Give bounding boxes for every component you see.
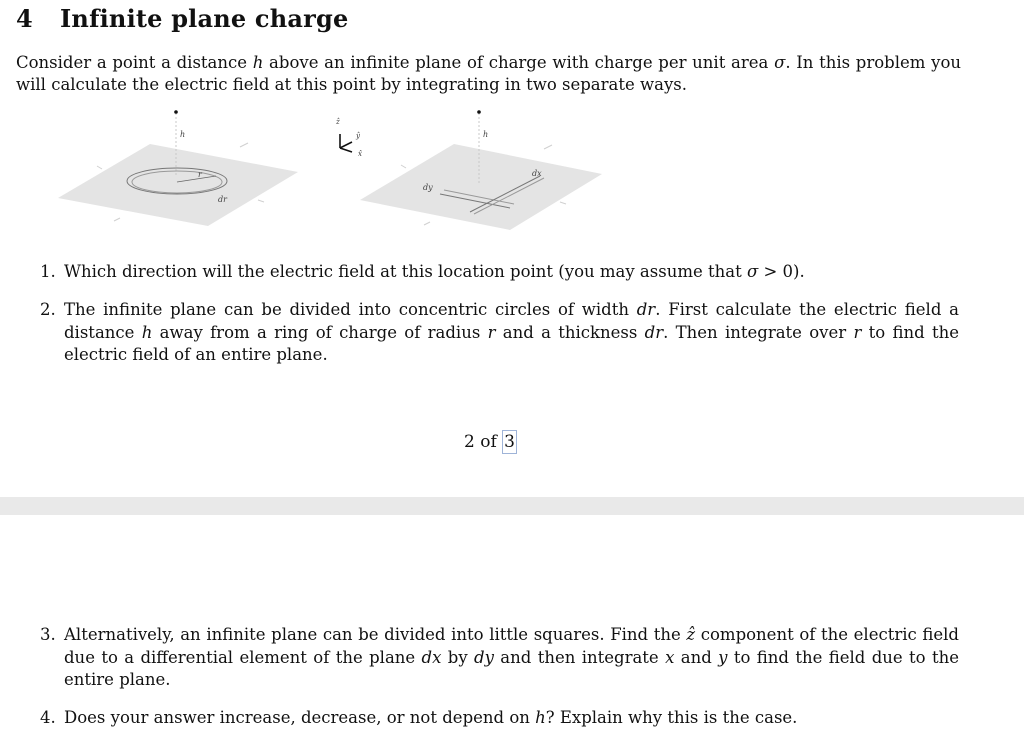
ring-diagram: [58, 110, 298, 226]
item-text: [64, 707, 959, 730]
label-h-left: h: [180, 130, 186, 139]
label-h-right: h: [483, 130, 489, 139]
text-run: . Then integrate over: [663, 322, 854, 342]
text-run: Which direction will the electric field at this location point (you may assume that: [64, 262, 747, 281]
page-indicator: [464, 430, 517, 454]
axes-icon: [335, 118, 362, 158]
var-r: r: [487, 322, 496, 342]
text-run: to find the field due to the entire plane.: [64, 647, 959, 689]
var-dr: dr: [636, 300, 656, 319]
var-dx: dx: [421, 647, 442, 667]
text-run: Alternatively, an infinite plane can be divided into little squares. Find the: [64, 625, 687, 644]
axis-z: ẑ: [336, 118, 340, 126]
intro-paragraph: [16, 52, 961, 96]
text-run: and a thickness: [495, 322, 645, 342]
point-dot: [174, 110, 178, 114]
item-number: 1.: [40, 262, 56, 281]
text-run: component of the electric field due to a differential element of the plane: [64, 625, 959, 667]
var-zhat: ẑ: [686, 625, 696, 644]
var-h: h: [252, 53, 264, 72]
square-diagram: [360, 110, 602, 230]
item-text: [64, 299, 959, 367]
item-number: 3.: [40, 625, 56, 644]
page-of-label: of: [480, 432, 497, 452]
item-number: 4.: [40, 708, 56, 727]
plane-right: [360, 144, 602, 230]
var-dr: dr: [644, 322, 664, 342]
text-run: and: [674, 647, 719, 667]
item-text: [64, 624, 959, 692]
section-number: 4: [16, 4, 33, 33]
section-title: Infinite plane charge: [60, 4, 349, 33]
var-dy: dy: [474, 647, 494, 667]
var-h: h: [141, 322, 153, 342]
plane-left: [58, 144, 298, 226]
var-r: r: [853, 322, 862, 342]
label-dx: dx: [532, 169, 542, 178]
item-number: 2.: [40, 300, 56, 319]
intro-text: . In this problem you will calculate the electric field at this point by integrating in two separate ways.: [16, 53, 962, 94]
label-dy: dy: [423, 183, 433, 192]
text-run: Does your answer increase, decrease, or not depend on: [64, 708, 536, 727]
text-run: and then integrate: [493, 647, 666, 667]
figure-plane-diagrams: [40, 104, 620, 230]
page-separator: [0, 497, 1024, 515]
var-x: x: [665, 647, 675, 667]
text-run: . First calculate the electric field a distance: [64, 300, 959, 342]
pdf-page-2: [0, 515, 1024, 741]
axis-y: ŷ: [356, 132, 360, 140]
item-text: [64, 261, 959, 284]
text-run: ? Explain why this is the case.: [545, 708, 798, 727]
var-h: h: [535, 708, 546, 727]
section-heading: [16, 4, 348, 33]
label-r: r: [198, 170, 202, 179]
text-run: to find the electric field of an entire plane.: [64, 322, 960, 364]
point-dot-right: [477, 110, 481, 114]
var-sigma: σ: [774, 53, 786, 72]
text-run: > 0).: [758, 262, 805, 281]
intro-text: Consider a point a distance: [16, 53, 253, 72]
text-run: The infinite plane can be divided into concentric circles of width: [64, 300, 637, 319]
var-y: y: [718, 647, 728, 667]
text-run: by: [441, 647, 475, 667]
var-sigma: σ: [746, 262, 759, 281]
current-page: 2: [464, 432, 475, 452]
total-pages-box[interactable]: 3: [504, 432, 515, 452]
axis-x: x̂: [358, 150, 362, 158]
text-run: away from a ring of charge of radius: [152, 322, 488, 342]
label-dr: dr: [218, 195, 227, 204]
intro-text: above an infinite plane of charge with charge per unit area: [263, 53, 775, 72]
